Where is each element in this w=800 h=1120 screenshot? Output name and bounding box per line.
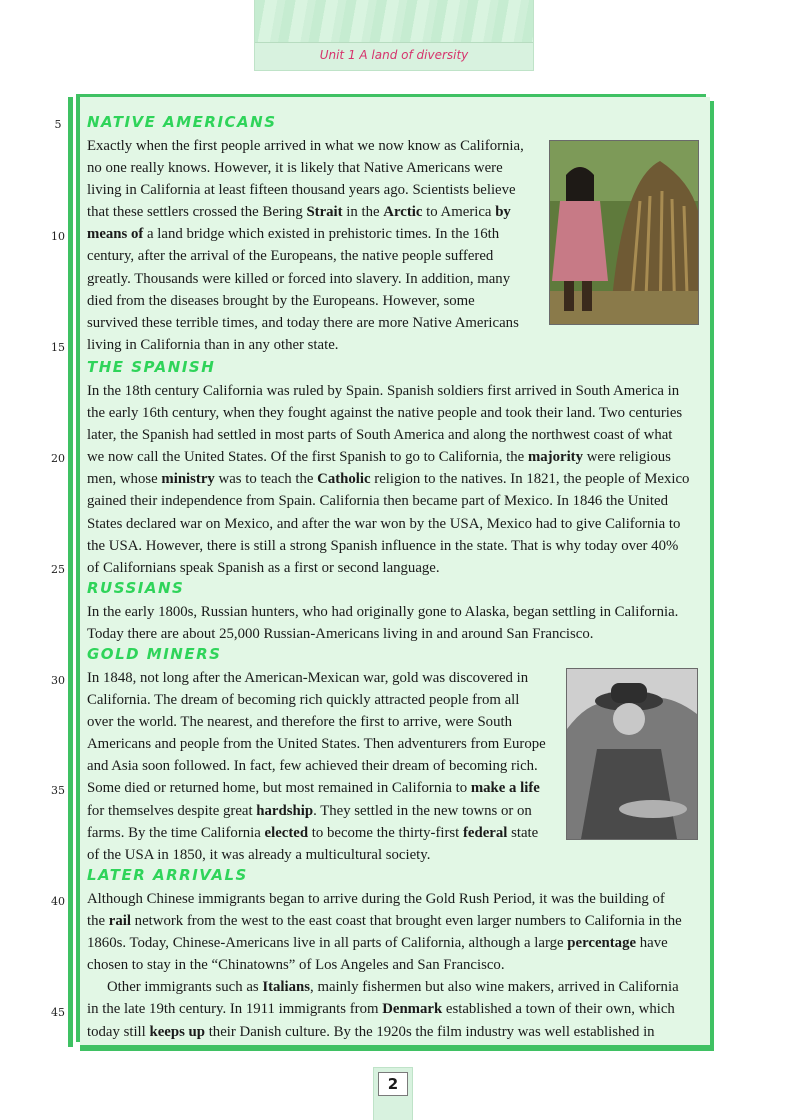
text-line: In the early 1800s, Russian hunters, who had originally gone to Alaska, began settling in California. [87, 604, 679, 620]
text-line: we now call the United States. Of the first Spanish to go to California, the majority were religious [87, 449, 671, 466]
text-line: greatly. Thousands were killed or forced into slavery. In addition, many [87, 270, 511, 287]
line-number: 45 [51, 1006, 65, 1019]
text-line: in the late 19th century. In 1911 immigrants from Denmark established a town of their own, which [87, 1001, 675, 1018]
text-line: means of a land bridge which existed in prehistoric times. In the 16th [87, 226, 500, 243]
left-accent-bar [68, 97, 73, 1047]
text-line: States declared war on Mexico, and after the war won by the USA, Mexico had to give California to [87, 515, 681, 532]
text-line: for themselves despite great hardship. They settled in the new towns or on [87, 802, 532, 819]
text-line: chosen to stay in the “Chinatowns” of Los Angeles and San Francisco. [87, 957, 505, 974]
line-number: 5 [54, 118, 62, 131]
line-number: 30 [51, 674, 65, 687]
text-line: of Californians speak Spanish as a first or second language. [87, 559, 440, 576]
text-line: Exactly when the first people arrived in what we now know as California, [87, 138, 524, 154]
text-line: California. The dream of becoming rich quickly attracted people from all [87, 692, 520, 709]
text-line: survived these terrible times, and today there are more Native Americans [87, 314, 519, 331]
heading-native-americans: NATIVE AMERICANS [87, 113, 277, 131]
paragraph-russians [87, 601, 712, 645]
text-line: Some died or returned home, but most remained in California to make a life [87, 780, 540, 797]
paragraph-the-spanish [87, 380, 712, 579]
text-line: 1860s. Today, Chinese-Americans live in all parts of California, although a large percentage have [87, 935, 668, 952]
text-line: the rail network from the west to the east coast that brought even larger numbers to California in the [87, 913, 682, 930]
text-line: men, whose ministry was to teach the Catholic religion to the natives. In 1821, the people of Mexico [87, 471, 690, 488]
text-line: living in California at least fifteen thousand years ago. Scientists believe [87, 182, 516, 199]
line-number: 40 [51, 895, 65, 908]
text-line: today still keeps up their Danish culture. By the 1920s the film industry was well established in [87, 1023, 655, 1040]
text-line: no one really knows. However, it is likely that Native Americans were [87, 160, 503, 177]
text-line: farms. By the time California elected to become the thirty-first federal state [87, 824, 539, 841]
native-american-photo [549, 140, 699, 325]
page-number: 2 [378, 1072, 408, 1096]
text-line: Americans and people from the United States. Then adventurers from Europe [87, 736, 546, 753]
heading-later-arrivals: LATER ARRIVALS [87, 866, 248, 884]
gold-miner-photo [566, 668, 698, 840]
text-line: later, the Spanish had settled in most parts of South America and along the northwest coast of what [87, 427, 673, 444]
heading-russians: RUSSIANS [87, 579, 185, 597]
unit-header [254, 0, 534, 71]
unit-title: Unit 1 A land of diversity [319, 48, 469, 62]
text-line: In 1848, not long after the American-Mexican war, gold was discovered in [87, 670, 529, 686]
text-line: the USA. However, there is still a strong Spanish influence in the state. That is why today over 40% [87, 537, 679, 554]
line-number: 10 [51, 230, 65, 243]
text-line: that these settlers crossed the Bering Strait in the Arctic to America by [87, 204, 511, 221]
text-line: died from the diseases brought by the Europeans. However, some [87, 292, 475, 309]
text-line: Today there are about 25,000 Russian-Americans living in and around San Francisco. [87, 626, 594, 643]
text-line: Although Chinese immigrants began to arrive during the Gold Rush Period, it was the building of [87, 891, 665, 907]
line-number: 15 [51, 341, 65, 354]
heading-gold-miners: GOLD MINERS [87, 645, 222, 663]
line-number: 20 [51, 452, 65, 465]
line-number: 35 [51, 784, 65, 797]
paragraph-gold-miners [87, 667, 562, 866]
text-line: gained their independence from Spain. California then became part of Mexico. In 1846 the United [87, 493, 668, 510]
paragraph-later-arrivals [87, 888, 712, 1043]
bottom-accent-bar [80, 1045, 714, 1051]
text-line: century, after the arrival of the Europeans, the native people suffered [87, 248, 494, 265]
text-line: over the world. The nearest, and therefore the first to arrive, were South [87, 714, 512, 731]
paragraph-native-americans [87, 135, 537, 356]
heading-the-spanish: THE SPANISH [87, 358, 216, 376]
line-number: 25 [51, 563, 65, 576]
text-line: and Asia soon followed. In fact, few achieved their dream of becoming rich. [87, 758, 538, 775]
text-line: Other immigrants such as Italians, mainly fishermen but also wine makers, arrived in California [107, 979, 679, 996]
text-line: the early 16th century, when they fought against the native people and took their land. Two centuries [87, 405, 683, 422]
header-decoration [255, 0, 533, 42]
page-number-box [373, 1067, 413, 1120]
header-rule [255, 42, 533, 43]
text-line: In the 18th century California was ruled by Spain. Spanish soldiers first arrived in South America in [87, 383, 680, 399]
text-line: living in California than in any other state. [87, 336, 339, 353]
text-line: of the USA in 1850, it was already a multicultural society. [87, 846, 431, 863]
